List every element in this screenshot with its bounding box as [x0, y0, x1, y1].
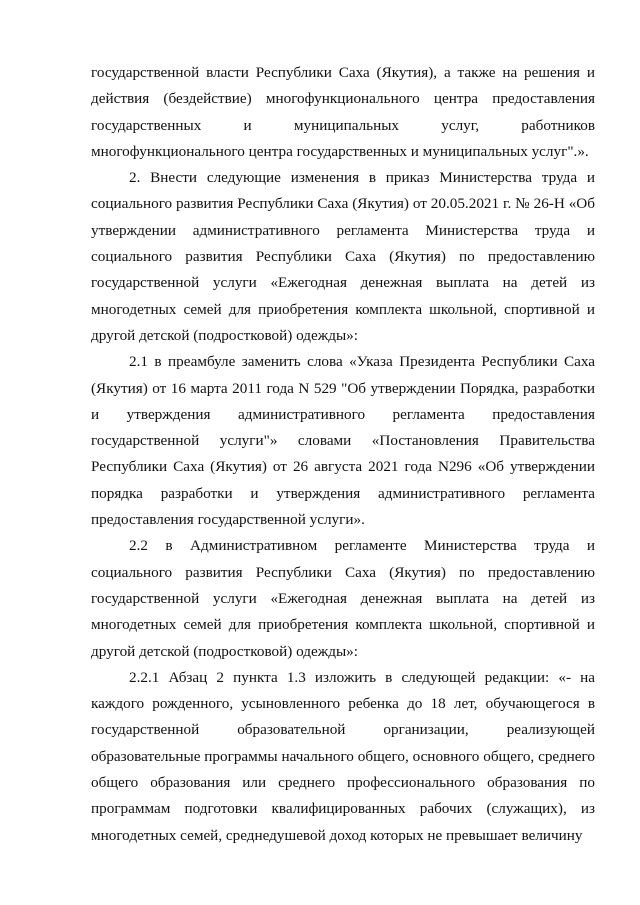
paragraph-continuation: государственной власти Республики Саха (Якутия), а также на решения и действия (бездействие) многофункционального центра предоставления государственных и муниципальных услуг, работников многофункционального центра государственных и муниципальных услуг".».: [91, 64, 595, 160]
paragraph-item-2-1: 2.1 в преамбуле заменить слова «Указа Президента Республики Саха (Якутия) от 16 марта 2011 года N 529 "Об утверждении Порядка, разработки и утверждения административного регламента предоставления государственной услуги"» словами «Постановления Правительства Республики Саха (Якутия) от 26 августа 2021 года N296 «Об утверждении порядка разработки и утверждения административного регламента предоставления государственной услуги».: [91, 353, 595, 529]
paragraph-item-2: 2. Внести следующие изменения в приказ Министерства труда и социального развития Республики Саха (Якутия) от 20.05.2021 г. № 26-Н «Об утверждении административного регламента Министерства труда и социального развития Республики Саха (Якутия) по предоставлению государственной услуги «Ежегодная денежная выплата на детей из многодетных семей для приобретения комплекта школьной, спортивной и другой детской (подростковой) одежды»:: [91, 169, 595, 344]
paragraph-item-2-2: 2.2 в Административном регламенте Министерства труда и социального развития Республики Саха (Якутия) по предоставлению государственной услуги «Ежегодная денежная выплата на детей из многодетных семей для приобретения комплекта школьной, спортивной и другой детской (подростковой) одежды»:: [91, 537, 595, 660]
paragraph-item-2-2-1: 2.2.1 Абзац 2 пункта 1.3 изложить в следующей редакции: «- на каждого рожденного, усыновленного ребенка до 18 лет, обучающегося в государственной образовательной организации, реализующей образовательные программы начального общего, основного общего, среднего общего образования или среднего профессионального образования по программам подготовки квалифицированных рабочих (служащих), из многодетных семей, среднедушевой доход которых не превышает величину: [91, 668, 595, 844]
document-page: [91, 60, 595, 849]
